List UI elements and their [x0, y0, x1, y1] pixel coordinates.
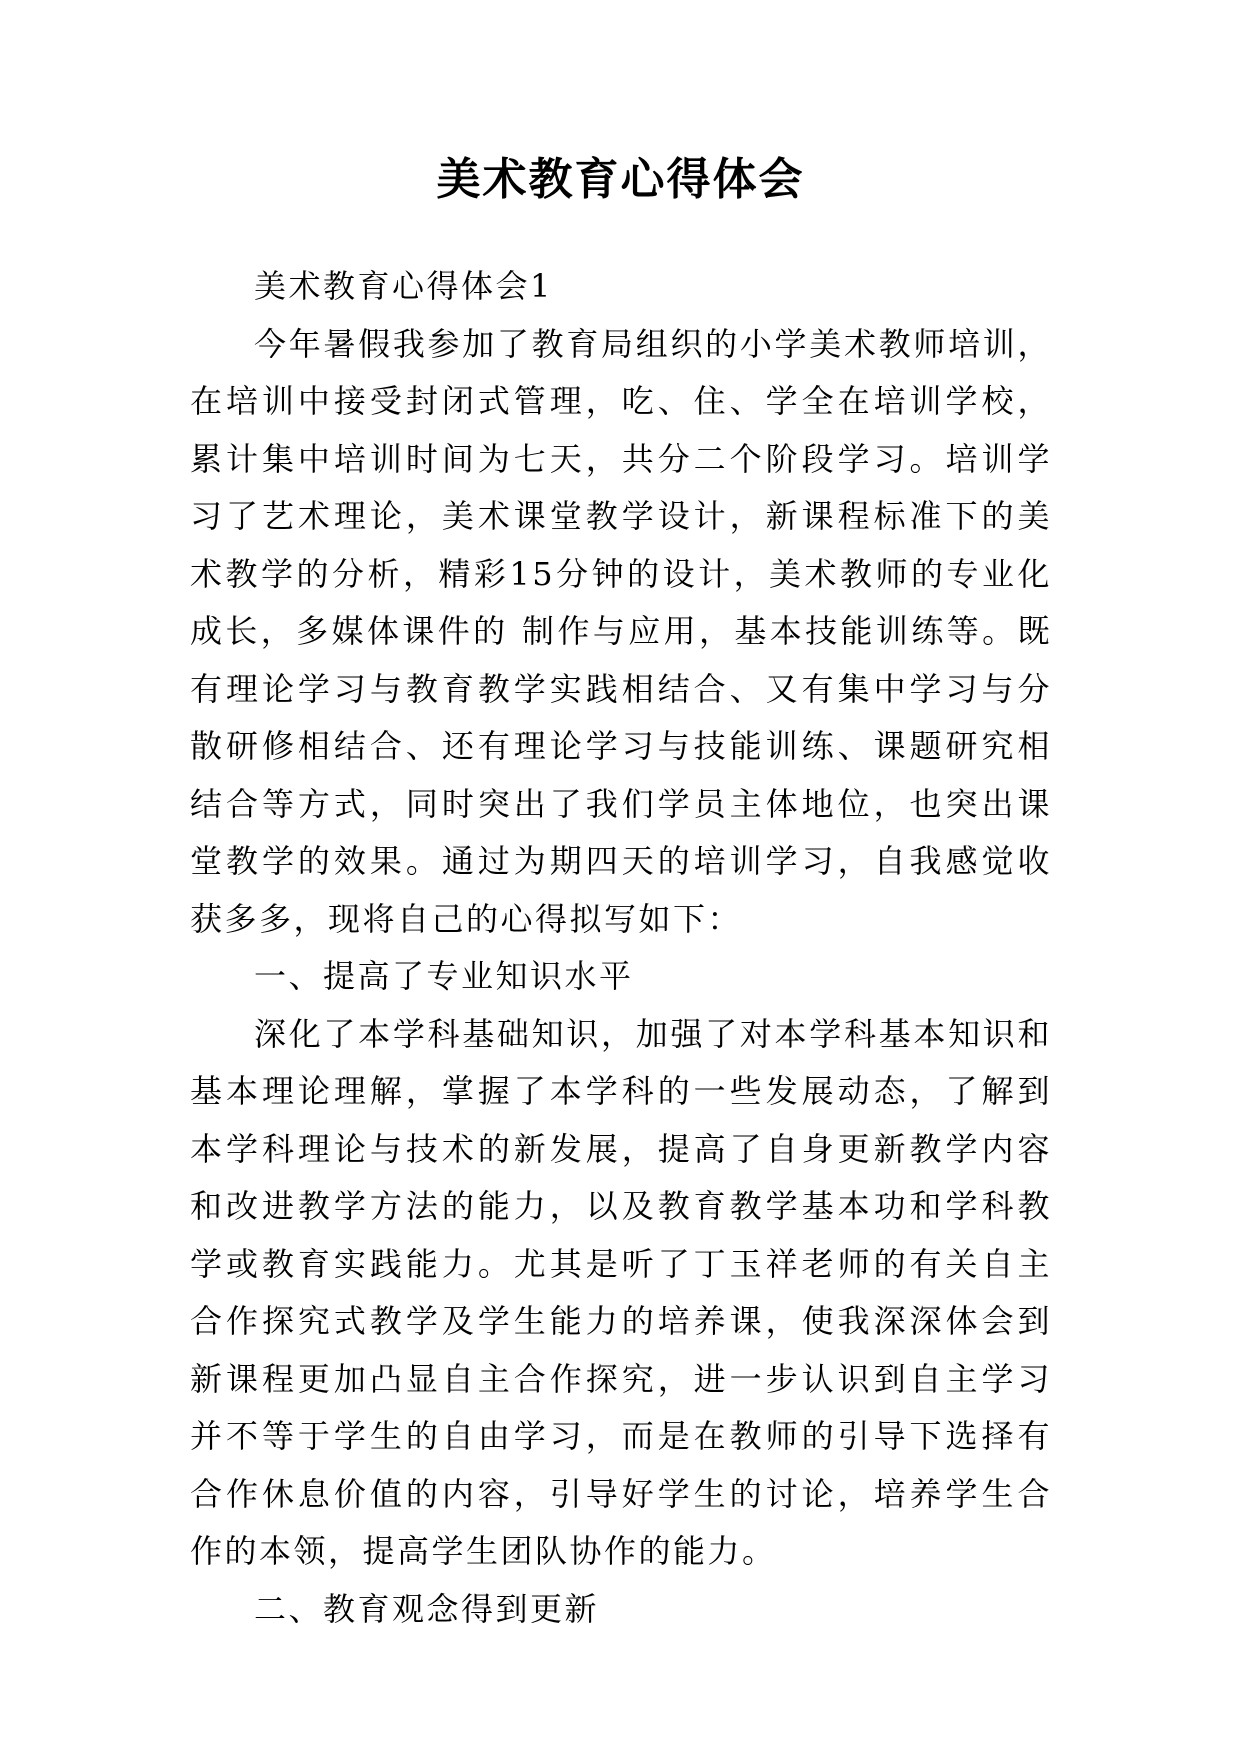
section-heading: 二、教育观念得到更新 — [254, 1589, 600, 1628]
document-body — [190, 258, 1052, 1638]
body-paragraph: 今年暑假我参加了教育局组织的小学美术教师培训，在培训中接受封闭式管理，吃、住、学全在培训学校，累计集中培训时间为七天，共分二个阶段学习。培训学习了艺术理论，美术课堂教学设计，新课程标准下的美术教学的分析，精彩15分钟的设计，美术教师的专业化成长，多媒体课件的 制作与应用，基本技能训练等。既有理论学习与教育教学实践相结合、又有集中学习与分散研修相结合、还有理论学习与技能训练、课题研究相结合等方式，同时突出了我们学员主体地位，也突出课堂教学的效果。通过为期四天的培训学习，自我感觉收获多多，现将自己的心得拟写如下： — [190, 324, 1052, 938]
section-heading: 美术教育心得体会1 — [254, 267, 553, 305]
document-title: 美术教育心得体会 — [436, 154, 805, 205]
section-heading: 一、提高了专业知识水平 — [254, 957, 634, 995]
body-paragraph: 深化了本学科基础知识，加强了对本学科基本知识和基本理论理解，掌握了本学科的一些发展动态，了解到本学科理论与技术的新发展，提高了自身更新教学内容和改进教学方法的能力，以及教育教学基本功和学科教学或教育实践能力。尤其是听了丁玉祥老师的有关自主合作探究式教学及学生能力的培养课，使我深深体会到新课程更加凸显自主合作探究，进一步认识到自主学习并不等于学生的自由学习，而是在教师的引导下选择有合作休息价值的内容，引导好学生的讨论，培养学生合作的本领，提高学生团队协作的能力。 — [190, 1014, 1052, 1570]
